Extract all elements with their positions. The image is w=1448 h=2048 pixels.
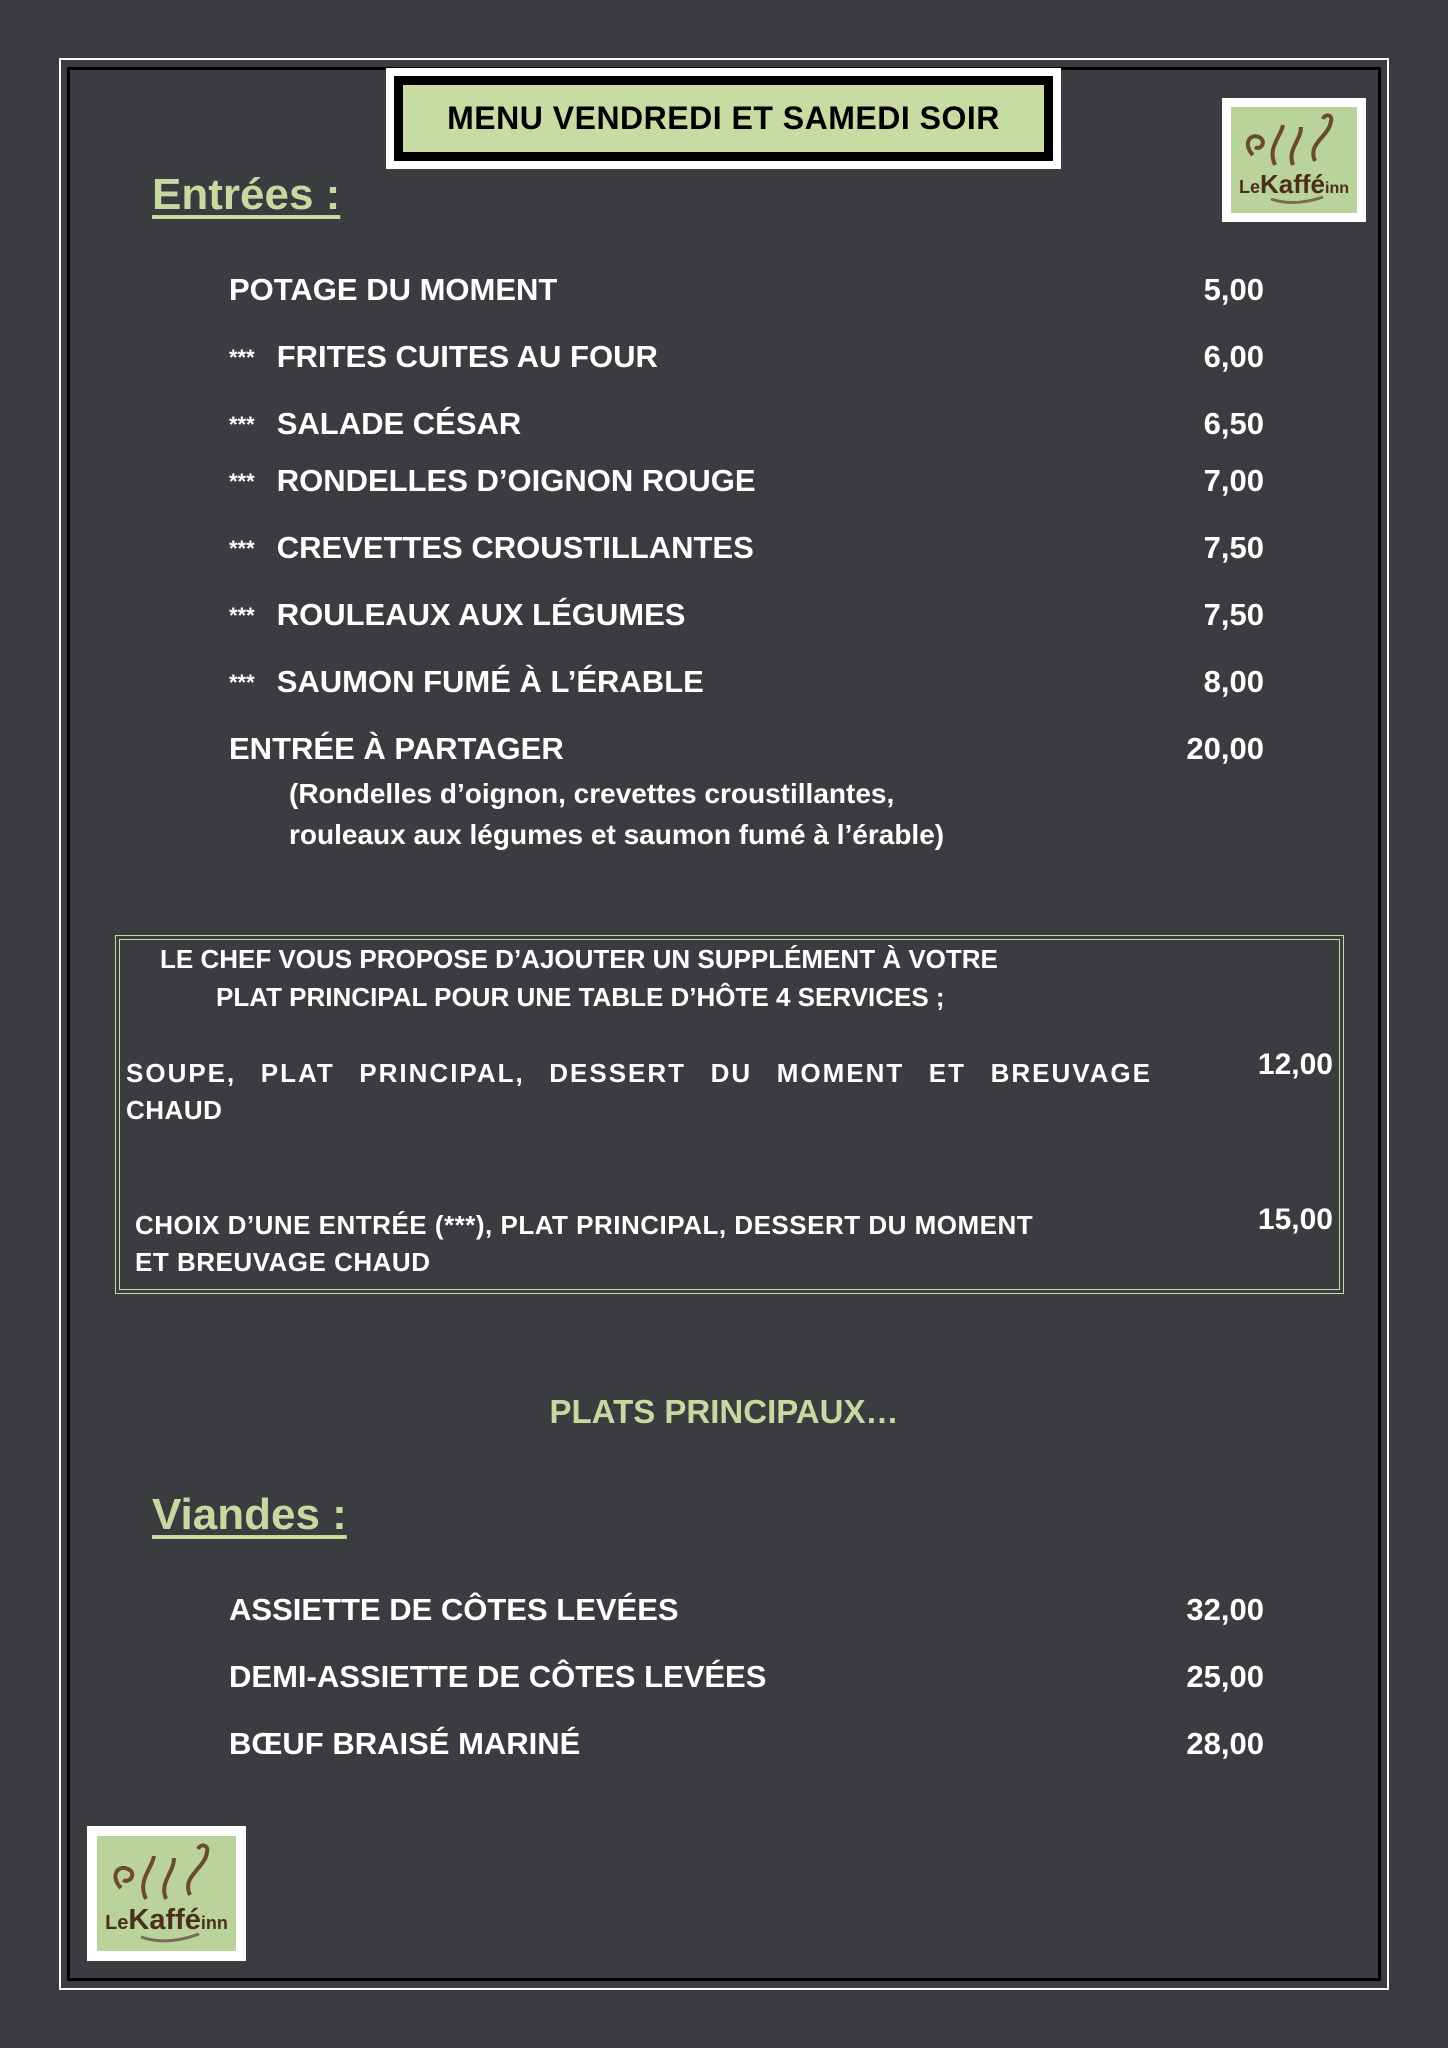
logo-prefix: Le bbox=[1238, 177, 1260, 197]
list-item bbox=[229, 463, 756, 499]
logo-brand: Kaffé bbox=[1260, 169, 1326, 199]
entrees-heading: Entrées : bbox=[152, 170, 341, 219]
item-price: 7,50 bbox=[1203, 597, 1264, 632]
list-item bbox=[229, 664, 704, 700]
list-item bbox=[229, 406, 521, 442]
stars-mark: *** bbox=[229, 536, 255, 561]
logo-brand: Kaffé bbox=[128, 1904, 201, 1936]
item-price: 28,00 bbox=[1186, 1726, 1264, 1761]
list-item bbox=[229, 597, 685, 633]
item-price: 6,50 bbox=[1203, 406, 1264, 441]
logo-suffix: inn bbox=[200, 1913, 228, 1933]
item-price: 25,00 bbox=[1186, 1659, 1264, 1694]
menu-title: MENU VENDREDI ET SAMEDI SOIR bbox=[403, 85, 1044, 152]
menu-title-box bbox=[386, 68, 1061, 169]
stars-mark: *** bbox=[229, 345, 255, 370]
viandes-heading: Viandes : bbox=[152, 1490, 347, 1539]
item-name: ASSIETTE DE CÔTES LEVÉES bbox=[229, 1592, 679, 1627]
item-price: 6,00 bbox=[1203, 339, 1264, 374]
supplement-option-2: CHOIX D’UNE ENTRÉE (***), PLAT PRINCIPAL, DESSERT DU MOMENT ET BREUVAGE CHAUD bbox=[135, 1210, 1034, 1277]
item-name: FRITES CUITES AU FOUR bbox=[276, 339, 658, 374]
plats-heading: PLATS PRINCIPAUX… bbox=[549, 1393, 899, 1430]
list-item bbox=[229, 1592, 679, 1628]
item-name: CREVETTES CROUSTILLANTES bbox=[276, 530, 754, 565]
stars-mark: *** bbox=[229, 412, 255, 437]
share-desc-line: rouleaux aux légumes et saumon fumé à l’érable) bbox=[289, 819, 945, 850]
item-price: 5,00 bbox=[1203, 272, 1264, 307]
item-name: POTAGE DU MOMENT bbox=[229, 272, 558, 307]
logo-prefix: Le bbox=[105, 1912, 129, 1934]
item-name: RONDELLES D’OIGNON ROUGE bbox=[276, 463, 756, 498]
list-item bbox=[229, 530, 754, 566]
stars-mark: *** bbox=[229, 670, 255, 695]
item-name: DEMI-ASSIETTE DE CÔTES LEVÉES bbox=[229, 1659, 767, 1694]
logo-top bbox=[1222, 98, 1366, 222]
supplement-intro: LE CHEF VOUS PROPOSE D’AJOUTER UN SUPPLÉMENT À VOTRE bbox=[160, 944, 998, 974]
supplement-price-1: 12,00 bbox=[1257, 1048, 1333, 1081]
share-description bbox=[289, 773, 944, 855]
stars-mark: *** bbox=[229, 603, 255, 628]
list-item bbox=[229, 272, 557, 308]
item-price: 7,00 bbox=[1203, 463, 1264, 498]
item-name: SAUMON FUMÉ À L’ÉRABLE bbox=[276, 664, 704, 699]
supplement-option-1: SOUPE, PLAT PRINCIPAL, DESSERT DU MOMENT ET BREUVAGE CHAUD bbox=[126, 1058, 1152, 1125]
list-item bbox=[229, 731, 564, 767]
list-item bbox=[229, 1726, 580, 1762]
item-name: BŒUF BRAISÉ MARINÉ bbox=[229, 1726, 581, 1761]
item-price: 20,00 bbox=[1186, 731, 1264, 766]
item-name: SALADE CÉSAR bbox=[276, 406, 522, 441]
item-price: 7,50 bbox=[1203, 530, 1264, 565]
share-desc-line: (Rondelles d’oignon, crevettes croustillantes, bbox=[289, 778, 895, 809]
item-price: 8,00 bbox=[1203, 664, 1264, 699]
logo-suffix: inn bbox=[1325, 180, 1350, 197]
supplement-intro: PLAT PRINCIPAL POUR UNE TABLE D’HÔTE 4 SERVICES ; bbox=[216, 982, 945, 1012]
item-name: ENTRÉE À PARTAGER bbox=[229, 731, 564, 766]
item-price: 32,00 bbox=[1186, 1592, 1264, 1627]
stars-mark: *** bbox=[229, 469, 255, 494]
supplement-price-2: 15,00 bbox=[1257, 1203, 1333, 1236]
item-name: ROULEAUX AUX LÉGUMES bbox=[276, 597, 686, 632]
list-item bbox=[229, 339, 658, 375]
list-item bbox=[229, 1659, 766, 1695]
logo-bottom bbox=[87, 1826, 246, 1961]
